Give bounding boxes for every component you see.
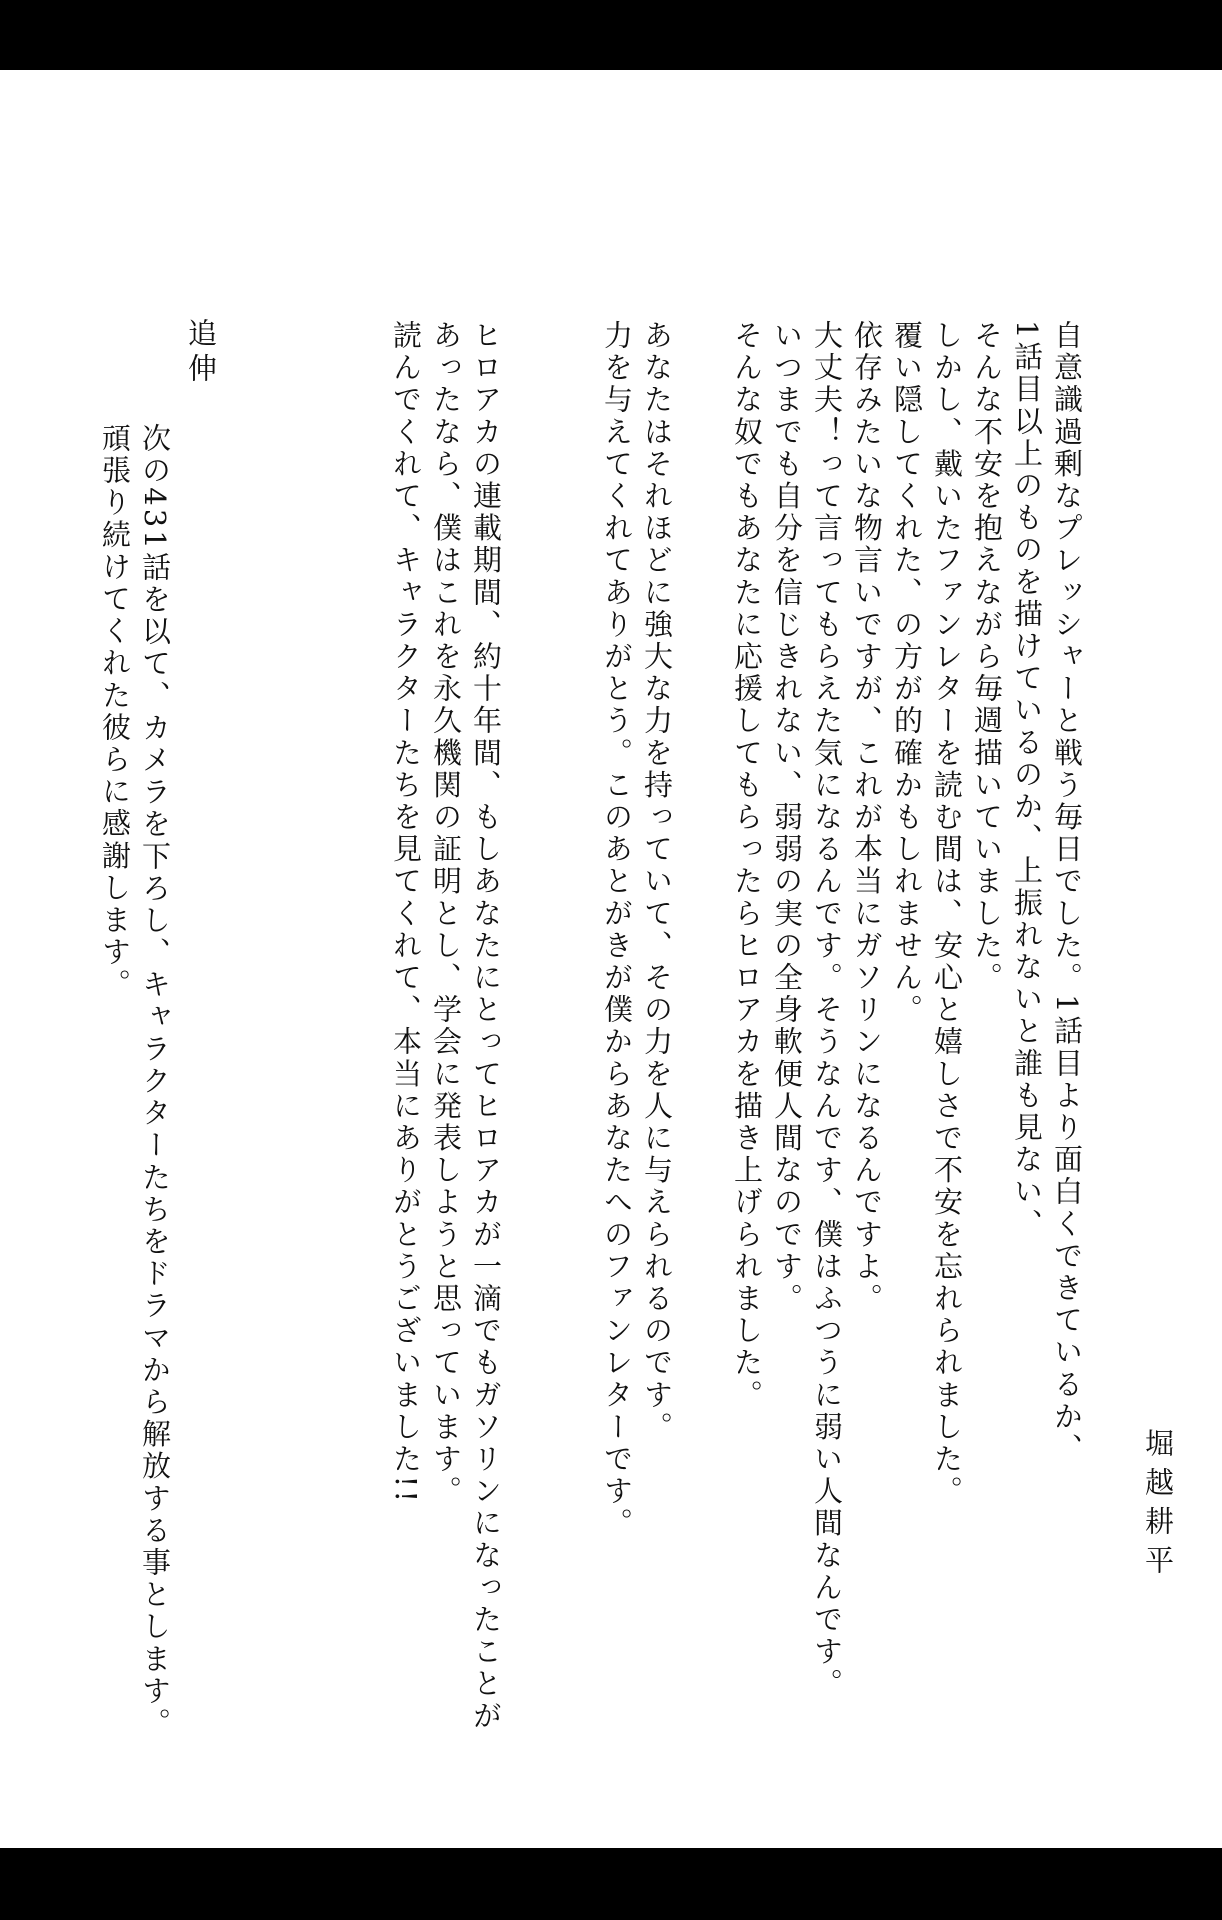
text-line-p2-1: あなたはそれほどに強大な力を持っていて、その力を人に与えられるのです。 [640,320,674,1444]
text-line-p1-7: 大丈夫！って言ってもらえた気になるんです。そうなんです、僕はふつうに弱い人間なんです。 [810,320,844,1701]
text-line-p2-2: 力を与えてくれてありがとう。このあとがきが僕からあなたへのファンレターです。 [600,320,634,1540]
text-line-p1-1: 自意識過剰なプレッシャーと戦う毎日でした。1話目より面白くできているか、 [1050,320,1084,1466]
text-line-p1-8: いつまでも自分を信じきれない、弱弱の実の全身軟便人間なのです。 [770,320,804,1316]
text-line-p1-5: 覆い隠してくれた、の方が的確かもしれません。 [890,320,924,1027]
text-line-p1-4: しかし、戴いたファンレターを読む間は、安心と嬉しさで不安を忘れられました。 [930,320,964,1508]
afterword-page [0,70,1222,1848]
postscript-heading: 追伸 [184,318,218,388]
text-line-p1-3: そんな不安を抱えながら毎週描いていました。 [970,320,1004,995]
bottom-black-bar [0,1848,1222,1920]
text-line-p3-3: 読んでくれて、キャラクターたちを見てくれて、本当にありがとうございました!! [389,320,423,1506]
text-line-p3-1: ヒロアカの連載期間、約十年間、もしあなたにとってヒロアカが一滴でもガソリンになったことが [469,320,503,1733]
top-black-bar [0,0,1222,70]
postscript-line-1: 次の431話を以て、カメラを下ろし、キャラクターたちをドラマから解放する事とします。 [138,423,172,1740]
text-line-p3-2: あったなら、僕はこれを永久機関の証明とし、学会に発表しようと思っています。 [429,320,463,1508]
text-line-p1-6: 依存みたいな物言いですが、これが本当にガソリンになるんですよ。 [850,320,884,1316]
text-line-p1-9: そんな奴でもあなたに応援してもらったらヒロアカを描き上げられました。 [730,320,764,1412]
author-signature: 堀越耕平 [1141,1428,1175,1584]
postscript-line-2: 頑張り続けてくれた彼らに感謝します。 [98,423,132,1001]
text-line-p1-2: 1話目以上のものを描けているのか、上振れないと誰も見ない、 [1010,320,1044,1241]
